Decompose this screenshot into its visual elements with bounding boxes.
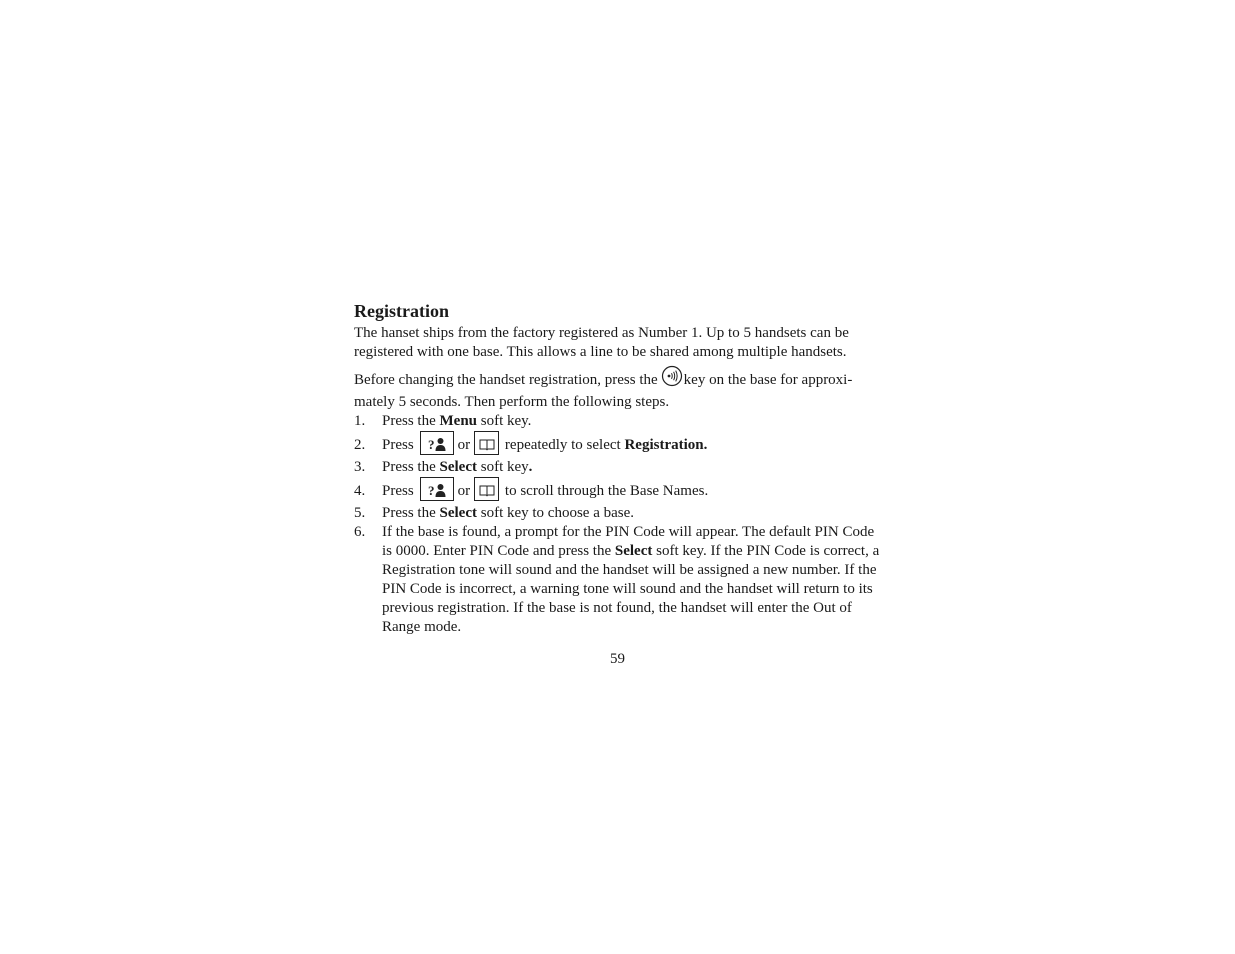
step-number: 5. [354,505,366,521]
caller-id-key-icon [420,477,454,501]
page-key-icon [661,365,683,393]
manual-page [354,300,884,667]
intro-paragraph: The hanset ships from the factory registered as Number 1. Up to 5 handsets can be registered with one base. This allows a line to be shared among multiple handsets. [354,325,849,360]
before-paragraph [354,368,884,412]
section-heading: Registration [354,301,449,321]
step-list [354,412,884,637]
list-item: 5. Press the Select soft key to choose a base. [354,505,635,521]
step-number: 3. [354,459,366,475]
phonebook-key-icon [474,431,499,455]
list-item: 6. If the base is found, a prompt for the PIN Code will appear. The default PIN Code is 0000. Enter PIN Code and press the Select soft key. If the PIN Code is correct, a Registration tone will sound and the handset will be assigned a new number. If the PIN Code is incorrect, a warning tone will sound and the handset will return to its previous registration. If the base is not found, the handset will enter the Out of Range mode. [354,524,880,635]
step-number: 6. [354,524,366,540]
before-text-start: Before changing the handset registration, press the [354,371,658,388]
step-number: 1. [354,413,366,429]
caller-id-key-icon [420,431,454,455]
list-item: 3. Press the Select soft key. [354,459,533,475]
list-item: 2. Press ? or repeatedly to select Registration. [354,433,884,458]
step-number: 4. [354,483,366,499]
svg-text:?: ? [427,436,435,452]
list-item: 4. Press ? or to scroll through the Base Names. [354,479,884,504]
phonebook-key-icon [474,477,499,501]
svg-text:?: ? [427,482,435,498]
step-number: 2. [354,437,366,453]
page-number: 59 [610,651,625,667]
list-item: 1. Press the Menu soft key. [354,413,532,429]
before-text-end: key on the base for approxi-mately 5 seconds. Then perform the following steps. [354,371,853,410]
